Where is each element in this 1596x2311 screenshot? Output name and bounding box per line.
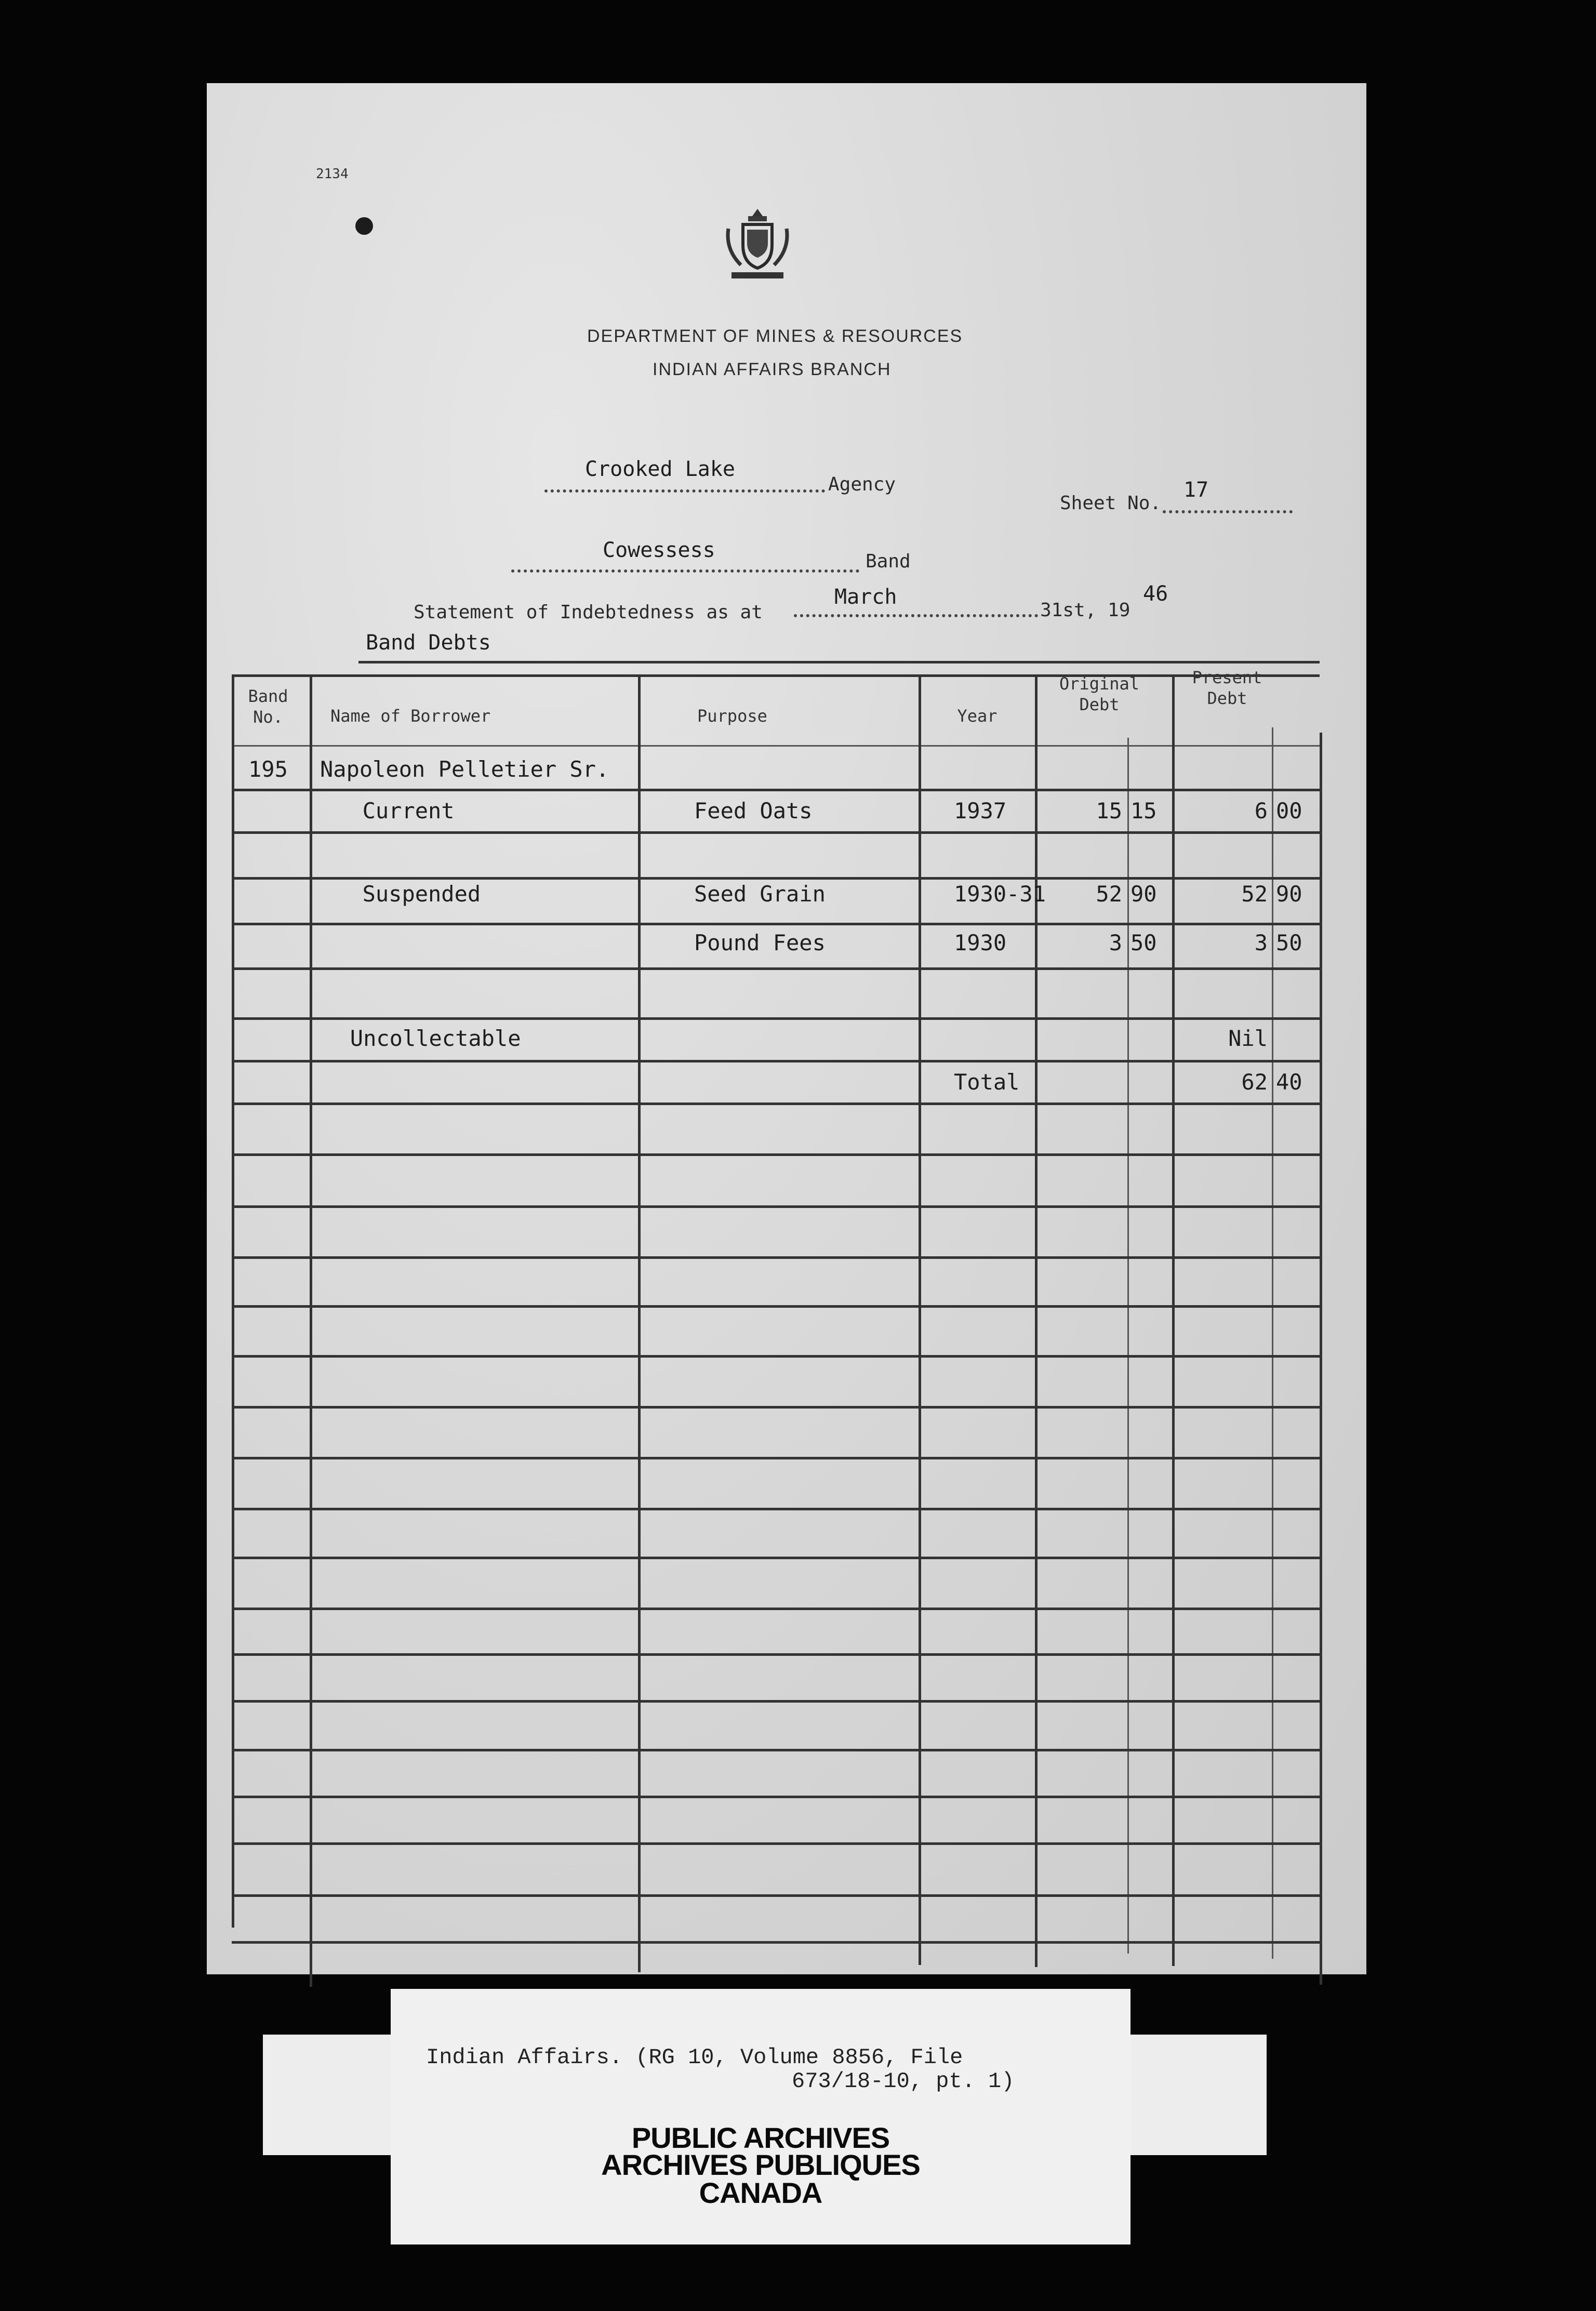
header-band-no: Band No. [248,686,288,727]
cell-orig-c: 15 [1130,798,1157,824]
cell-pres-c: 90 [1276,881,1302,907]
sheet-label: Sheet No. [1060,493,1162,514]
agency-value: Crooked Lake [585,457,735,481]
cell-band-no: 195 [248,756,288,782]
cell-orig-c: 90 [1130,881,1157,907]
col-rule-purpose [919,674,921,1965]
row-rule [232,1941,1320,1944]
col-rule-orig [1172,674,1175,1966]
row-rule [232,1017,1320,1020]
cell-pres-c: 00 [1276,798,1302,824]
header-year: Year [957,706,998,726]
stamp-number: 2134 [316,166,349,182]
archives-line-1: PUBLIC ARCHIVES [631,2121,890,2154]
cell-year: 1930 [954,930,1007,955]
statement-day: 31st, 19 [1040,600,1130,621]
agency-underline [544,489,825,493]
col-rule-left [232,674,234,1928]
sheet-value: 17 [1183,478,1209,502]
col-rule-borrower [638,674,641,1972]
row-rule [232,1894,1320,1897]
cell-pres-c: 50 [1276,930,1302,955]
cell-borrower: Napoleon Pelletier Sr. [320,756,609,782]
citation-line-1: Indian Affairs. (RG 10, Volume 8856, File [426,2045,963,2070]
row-rule [232,1305,1320,1308]
col-rule-year [1035,674,1038,1967]
cell-borrower: Suspended [362,881,481,907]
cell-year: Total [954,1069,1020,1095]
cell-purpose: Pound Fees [694,930,826,955]
row-rule [232,1060,1320,1062]
statement-underline [794,614,1038,617]
band-label: Band [866,551,911,572]
header-purpose: Purpose [697,706,767,726]
row-rule [232,1256,1320,1259]
row-rule [232,1103,1320,1105]
row-rule [232,877,1320,880]
cell-pres-d: Nil [1228,1026,1268,1051]
archives-line-3: CANADA [699,2176,822,2209]
col-rule-right [1320,733,1322,1985]
section-title: Band Debts [366,631,491,655]
cell-pres-d: 62 [1241,1069,1268,1095]
cell-year: 1937 [954,798,1007,824]
cell-borrower: Current [362,798,455,824]
header-present-debt: Present Debt [1192,668,1262,708]
header-underline [232,745,1320,747]
row-rule [232,1842,1320,1845]
row-rule [232,1557,1320,1559]
col-rule-band [310,674,312,1987]
agency-label: Agency [828,474,896,495]
col-rule-pres-cents [1272,727,1273,1959]
document-page [207,83,1366,1974]
statement-month: March [834,585,897,609]
punch-hole [355,217,373,235]
cell-pres-c: 40 [1276,1069,1302,1095]
cell-orig-c: 50 [1130,930,1157,955]
cell-year: 1930-31 [954,881,1046,907]
row-rule [232,1355,1320,1358]
sheet-underline [1163,510,1293,513]
cell-orig-d: 52 [1096,881,1122,907]
row-rule [232,789,1320,791]
row-rule [232,1700,1320,1703]
statement-label: Statement of Indebtedness as at [414,602,763,623]
cell-pres-d: 3 [1254,930,1268,955]
cell-pres-d: 52 [1241,881,1268,907]
row-rule [232,1205,1320,1208]
header-original-debt: Original Debt [1059,674,1140,714]
row-rule [232,1653,1320,1656]
cell-purpose: Feed Oats [694,798,813,824]
department-title: DEPARTMENT OF MINES & RESOURCES [587,326,963,346]
cell-purpose: Seed Grain [694,881,826,907]
cell-borrower: Uncollectable [350,1026,521,1051]
row-rule [232,1153,1320,1156]
cell-pres-d: 6 [1254,798,1268,824]
branch-title: INDIAN AFFAIRS BRANCH [653,360,892,379]
archives-line-2: ARCHIVES PUBLIQUES [601,2148,920,2181]
col-rule-orig-cents [1127,738,1129,1954]
row-rule [232,1796,1320,1798]
band-value: Cowessess [603,538,715,562]
band-underline [511,569,859,573]
row-rule [232,1508,1320,1510]
row-rule [232,967,1320,970]
statement-year: 46 [1143,582,1168,606]
row-rule [232,1457,1320,1459]
archive-slip [391,1989,1130,2244]
coat-of-arms-icon [721,206,794,284]
row-rule [232,1608,1320,1610]
citation-line-2: 673/18-10, pt. 1) [792,2069,1015,2094]
cell-orig-d: 15 [1096,798,1122,824]
cell-orig-d: 3 [1109,930,1122,955]
row-rule [232,1749,1320,1751]
row-rule [232,923,1320,925]
row-rule [232,1406,1320,1409]
table-top-rule [358,661,1320,663]
row-rule [232,831,1320,834]
header-borrower: Name of Borrower [330,706,491,726]
